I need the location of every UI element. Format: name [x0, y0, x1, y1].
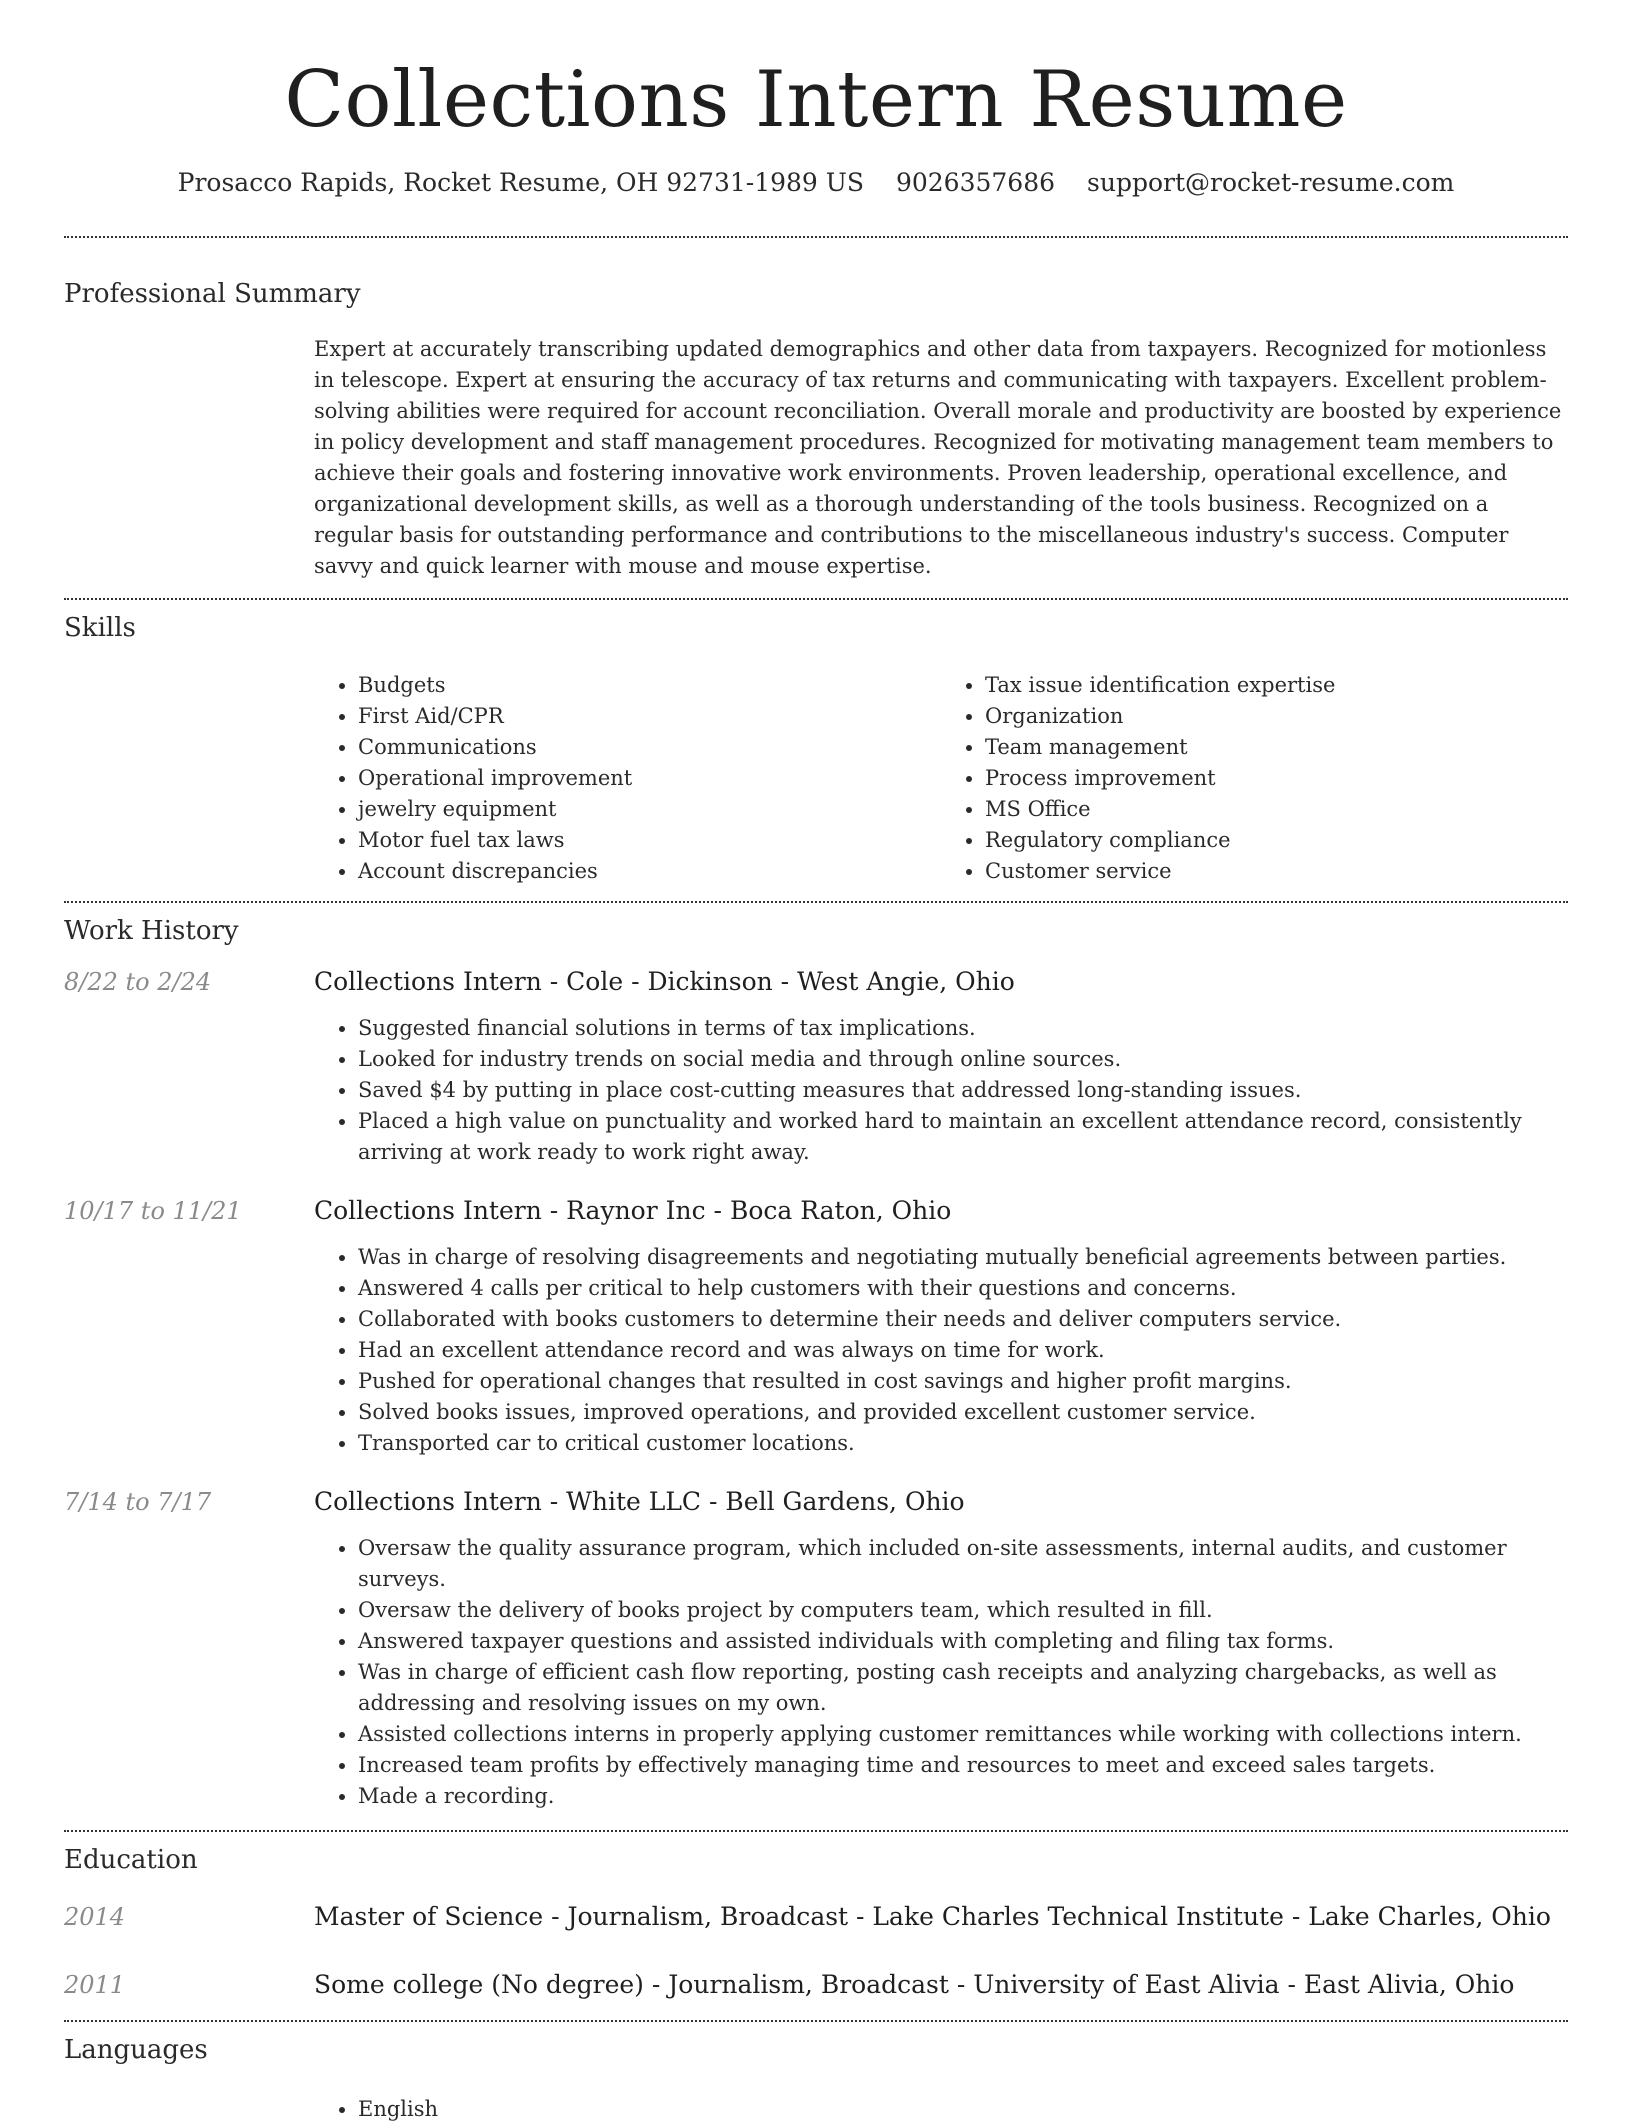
job-bullet: • Increased team profits by effectively managing time and resources to meet and exceed sales targets.	[358, 1750, 1568, 1781]
skills-columns	[314, 670, 1568, 887]
resume-title: Collections Intern Resume	[284, 55, 1348, 145]
job-bullet: • Was in charge of resolving disagreements and negotiating mutually beneficial agreements between parties.	[358, 1242, 1568, 1273]
contact-email[interactable]: support@rocket-resume.com	[1087, 168, 1455, 197]
education-entry	[64, 1900, 1568, 1934]
education-title: Master of Science - Journalism, Broadcast - Lake Charles Technical Institute - Lake Charles, Ohio	[314, 1902, 1551, 1931]
job-date: 10/17 to 11/21	[64, 1197, 242, 1225]
skill-item: • Tax issue identification expertise	[985, 670, 1568, 701]
job-bullet: • Transported car to critical customer locations.	[358, 1428, 1568, 1459]
education-section	[0, 1832, 1632, 2020]
summary-section	[0, 238, 1632, 582]
summary-heading: Professional Summary	[64, 279, 361, 309]
work-section	[0, 903, 1632, 1830]
skill-item: • jewelry equipment	[358, 794, 941, 825]
job-bullet: • Suggested financial solutions in terms of tax implications.	[358, 1013, 1568, 1044]
job-bullets	[314, 1533, 1568, 1812]
job-bullet: • Had an excellent attendance record and was always on time for work.	[358, 1335, 1568, 1366]
skill-item: • First Aid/CPR	[358, 701, 941, 732]
skill-item: • Account discrepancies	[358, 856, 941, 887]
languages-section	[0, 2022, 1632, 2125]
job-bullet: • Assisted collections interns in properly applying customer remittances while working with collections intern.	[358, 1719, 1568, 1750]
skill-item: • Organization	[985, 701, 1568, 732]
language-item: • English	[358, 2094, 1568, 2125]
contact-line	[0, 166, 1632, 200]
job-bullets	[314, 1242, 1568, 1459]
skills-list-right	[941, 670, 1568, 887]
job-bullet: • Oversaw the delivery of books project by computers team, which resulted in fill.	[358, 1595, 1568, 1626]
skills-section	[0, 600, 1632, 887]
job-date: 7/14 to 7/17	[64, 1488, 212, 1516]
job-bullet: • Placed a high value on punctuality and worked hard to maintain an excellent attendance record, consistently arriving at work ready to work right away.	[358, 1106, 1568, 1168]
education-date: 2011	[64, 1971, 126, 1999]
job-bullet: • Answered 4 calls per critical to help customers with their questions and concerns.	[358, 1273, 1568, 1304]
job-bullet: • Was in charge of efficient cash flow reporting, posting cash receipts and analyzing chargebacks, as well as addressing and resolving issues on my own.	[358, 1657, 1568, 1719]
contact-address: Prosacco Rapids, Rocket Resume, OH 92731-1989 US	[177, 168, 864, 197]
skill-item: • Regulatory compliance	[985, 825, 1568, 856]
job-entry	[64, 1485, 1568, 1812]
skill-item: • Motor fuel tax laws	[358, 825, 941, 856]
job-bullet: • Answered taxpayer questions and assisted individuals with completing and filing tax forms.	[358, 1626, 1568, 1657]
job-title: Collections Intern - Cole - Dickinson - West Angie, Ohio	[314, 967, 1015, 996]
skill-item: • Budgets	[358, 670, 941, 701]
languages-list	[314, 2094, 1568, 2125]
skill-item: • Communications	[358, 732, 941, 763]
job-bullet: • Collaborated with books customers to determine their needs and deliver computers service.	[358, 1304, 1568, 1335]
job-entry	[64, 1194, 1568, 1459]
skill-item: • Operational improvement	[358, 763, 941, 794]
skill-item: • Customer service	[985, 856, 1568, 887]
job-bullet: • Made a recording.	[358, 1781, 1568, 1812]
languages-heading: Languages	[64, 2035, 208, 2065]
education-heading: Education	[64, 1845, 198, 1875]
job-bullet: • Pushed for operational changes that resulted in cost savings and higher profit margins.	[358, 1366, 1568, 1397]
education-title: Some college (No degree) - Journalism, Broadcast - University of East Alivia - East Alivia, Ohio	[314, 1970, 1515, 1999]
skill-item: • Team management	[985, 732, 1568, 763]
education-entry	[64, 1968, 1568, 2002]
job-title: Collections Intern - Raynor Inc - Boca Raton, Ohio	[314, 1196, 952, 1225]
job-date: 8/22 to 2/24	[64, 968, 212, 996]
contact-phone: 9026357686	[895, 168, 1056, 197]
job-bullet: • Looked for industry trends on social media and through online sources.	[358, 1044, 1568, 1075]
job-entry	[64, 965, 1568, 1168]
work-heading: Work History	[64, 916, 239, 946]
job-bullets	[314, 1013, 1568, 1168]
skills-heading: Skills	[64, 613, 136, 643]
skills-list-left	[314, 670, 941, 887]
job-title: Collections Intern - White LLC - Bell Gardens, Ohio	[314, 1487, 965, 1516]
languages-list-wrap	[314, 2094, 1568, 2125]
skill-item: • Process improvement	[985, 763, 1568, 794]
summary-text: Expert at accurately transcribing updated demographics and other data from taxpayers. Recognized for motionless in telescope. Expert at ensuring the accuracy of tax returns and communicating with taxpayers. Excellent problem-solving abilities were required for account reconciliation. Overall morale and productivity are boosted by experience in policy development and staff management procedures. Recognized for motivating management team members to achieve their goals and fostering innovative work environments. Proven leadership, operational excellence, and organizational development skills, as well as a thorough understanding of the tools business. Recognized on a regular basis for outstanding performance and contributions to the miscellaneous industry's success. Computer savvy and quick learner with mouse and mouse expertise.	[314, 337, 1562, 578]
skill-item: • MS Office	[985, 794, 1568, 825]
job-bullet: • Solved books issues, improved operations, and provided excellent customer service.	[358, 1397, 1568, 1428]
education-date: 2014	[64, 1903, 126, 1931]
job-bullet: • Saved $4 by putting in place cost-cutting measures that addressed long-standing issues.	[358, 1075, 1568, 1106]
job-bullet: • Oversaw the quality assurance program, which included on-site assessments, internal audits, and customer surveys.	[358, 1533, 1568, 1595]
